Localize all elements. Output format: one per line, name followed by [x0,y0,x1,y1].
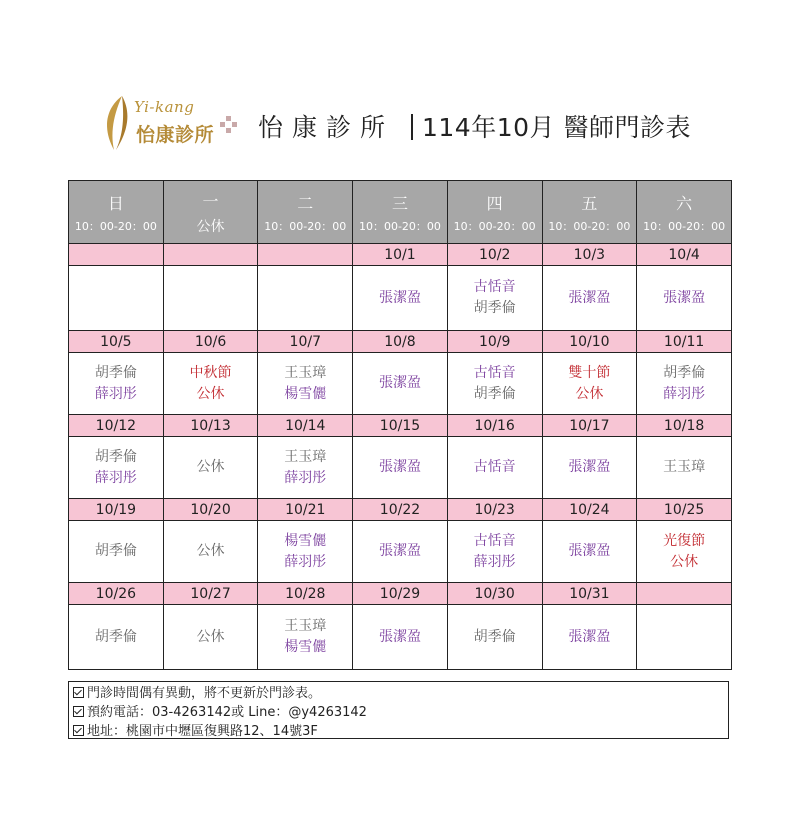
date-cell: 10/27 [163,583,258,605]
doctor-cell [542,605,637,670]
doctor-name: 胡季倫 [94,543,137,559]
doctor-cell [637,353,732,415]
doctor-cell [353,605,448,670]
doctor-cell [163,353,258,415]
doctor-name: 薛羽彤 [284,469,327,486]
doctor-name: 雙十節 [568,364,611,381]
doctor-name: 中秋節 [189,364,232,381]
date-cell: 10/25 [637,499,732,521]
weekday-name: 四 [486,193,503,213]
doctor-cell [637,437,732,499]
doctor-row [69,437,732,499]
doctor-name: 光復節 [663,532,706,549]
weekday-hours: 10：00-20：00 [643,219,726,233]
doctor-name: 楊雪儷 [284,639,327,655]
date-cell: 10/18 [637,415,732,437]
doctor-name: 薛羽彤 [663,385,706,402]
weekday-name: 二 [297,193,314,213]
doctor-name: 薛羽彤 [284,553,327,570]
doctor-name: 張潔盈 [568,459,611,475]
date-cell: 10/9 [447,331,542,353]
doctor-cell [637,605,732,670]
logo-chinese-text: 怡康診所 [136,124,215,146]
date-cell: 10/24 [542,499,637,521]
weekday-hours: 10：00-20：00 [548,219,631,233]
date-cell: 10/30 [447,583,542,605]
doctor-cell [258,266,353,331]
doctor-name: 王玉璋 [284,448,327,465]
doctor-name: 公休 [196,628,225,645]
doctor-cell [637,266,732,331]
date-cell [163,244,258,266]
date-cell: 10/26 [69,583,164,605]
date-row [69,583,732,605]
doctor-name: 古恬音 [473,532,516,549]
note-item [73,703,728,722]
doctor-name: 王玉璋 [284,618,327,634]
weekday-hours: 10：00-20：00 [264,219,347,233]
doctor-cell [542,353,637,415]
note-item [73,722,728,741]
date-row [69,499,732,521]
doctor-cell [69,353,164,415]
doctor-cell [447,353,542,415]
doctor-name: 胡季倫 [473,300,516,316]
doctor-row [69,353,732,415]
date-cell: 10/17 [542,415,637,437]
weekday-name: 三 [391,193,408,213]
date-cell: 10/3 [542,244,637,266]
doctor-name: 薛羽彤 [94,469,137,486]
date-cell: 10/10 [542,331,637,353]
doctor-row [69,605,732,670]
weekday-header-cell [69,181,164,244]
doctor-name: 胡季倫 [473,385,516,402]
checkbox-icon [73,725,84,736]
doctor-cell [353,266,448,331]
doctor-name: 公休 [575,385,604,402]
weekday-hours: 10：00-20：00 [74,219,157,233]
schedule-table [68,180,732,670]
page-header [100,88,740,160]
date-cell: 10/14 [258,415,353,437]
doctor-cell [447,266,542,331]
doctor-name: 古恬音 [473,279,516,295]
weekday-hours: 公休 [196,218,225,235]
doctor-cell [447,605,542,670]
doctor-name: 胡季倫 [94,628,137,645]
logo-square-icon [232,122,237,127]
doctor-name: 張潔盈 [378,375,421,391]
checkbox-icon [73,706,84,717]
note-text: 門診時間偶有異動，將不更新於門診表。 [87,686,322,701]
doctor-name: 張潔盈 [663,289,706,306]
doctor-name: 薛羽彤 [473,553,516,570]
doctor-cell [163,521,258,583]
weekday-header-row [69,181,732,244]
doctor-cell [163,437,258,499]
checkbox-icon [73,687,84,698]
date-cell: 10/8 [353,331,448,353]
doctor-cell [69,266,164,331]
doctor-cell [542,437,637,499]
weekday-hours: 10：00-20：00 [358,219,441,233]
doctor-name: 公休 [196,385,225,402]
clinic-name: 怡康診所 [258,113,395,142]
doctor-name: 公休 [196,543,225,559]
date-cell [69,244,164,266]
date-cell: 10/4 [637,244,732,266]
doctor-name: 古恬音 [473,364,516,381]
date-row [69,244,732,266]
date-cell: 10/1 [353,244,448,266]
date-cell: 10/11 [637,331,732,353]
doctor-name: 張潔盈 [378,628,421,645]
weekday-header-cell [163,181,258,244]
doctor-cell [353,353,448,415]
doctor-cell [258,353,353,415]
title-divider [411,114,413,140]
doctor-cell [163,605,258,670]
clinic-logo [100,94,250,154]
doctor-name: 公休 [196,459,225,475]
doctor-cell [353,437,448,499]
doctor-name: 張潔盈 [378,459,421,475]
doctor-cell [637,521,732,583]
logo-english-text: Yi-kang [134,98,195,116]
logo-square-icon [220,122,225,127]
doctor-cell [69,521,164,583]
note-text: 預約電話：03-4263142或 Line：@y4263142 [87,705,367,720]
date-cell: 10/13 [163,415,258,437]
date-cell: 10/29 [353,583,448,605]
doctor-name: 張潔盈 [568,628,611,645]
weekday-name: 日 [107,193,124,213]
doctor-cell [163,266,258,331]
date-cell: 10/19 [69,499,164,521]
weekday-header-cell [258,181,353,244]
weekday-header-cell [447,181,542,244]
weekday-name: 一 [202,191,219,211]
weekday-header-cell [542,181,637,244]
notes-box [68,681,729,739]
doctor-cell [258,605,353,670]
doctor-name: 胡季倫 [94,448,137,465]
note-item [73,684,728,703]
doctor-cell [447,521,542,583]
doctor-cell [542,521,637,583]
doctor-name: 張潔盈 [568,543,611,559]
date-row [69,331,732,353]
doctor-row [69,266,732,331]
doctor-name: 古恬音 [473,459,516,475]
doctor-cell [258,437,353,499]
doctor-cell [258,521,353,583]
date-cell: 10/15 [353,415,448,437]
date-cell: 10/31 [542,583,637,605]
doctor-cell [69,437,164,499]
doctor-name: 楊雪儷 [284,385,327,402]
doctor-name: 張潔盈 [378,543,421,559]
date-cell [637,583,732,605]
doctor-name: 王玉璋 [663,459,706,475]
doctor-name: 胡季倫 [663,364,706,381]
date-cell: 10/28 [258,583,353,605]
date-cell: 10/2 [447,244,542,266]
schedule-title: 114年10月 醫師門診表 [422,113,691,142]
weekday-name: 五 [581,193,598,213]
weekday-name: 六 [676,193,693,213]
date-cell [258,244,353,266]
doctor-name: 胡季倫 [473,628,516,645]
doctor-cell [69,605,164,670]
logo-square-icon [226,128,231,133]
doctor-name: 王玉璋 [284,364,327,381]
weekday-header-cell [637,181,732,244]
doctor-cell [542,266,637,331]
weekday-hours: 10：00-20：00 [453,219,536,233]
date-cell: 10/16 [447,415,542,437]
doctor-name: 胡季倫 [94,364,137,381]
doctor-name: 薛羽彤 [94,385,137,402]
doctor-row [69,521,732,583]
doctor-name: 公休 [670,553,699,570]
date-cell: 10/5 [69,331,164,353]
doctor-name: 張潔盈 [378,289,421,306]
date-cell: 10/20 [163,499,258,521]
logo-square-icon [226,116,231,121]
date-cell: 10/12 [69,415,164,437]
doctor-name: 張潔盈 [568,289,611,306]
date-row [69,415,732,437]
date-cell: 10/23 [447,499,542,521]
date-cell: 10/21 [258,499,353,521]
doctor-cell [447,437,542,499]
date-cell: 10/7 [258,331,353,353]
date-cell: 10/22 [353,499,448,521]
note-text: 地址：桃園市中壢區復興路12、14號3F [87,724,318,739]
doctor-cell [353,521,448,583]
doctor-name: 楊雪儷 [284,532,327,549]
date-cell: 10/6 [163,331,258,353]
weekday-header-cell [353,181,448,244]
